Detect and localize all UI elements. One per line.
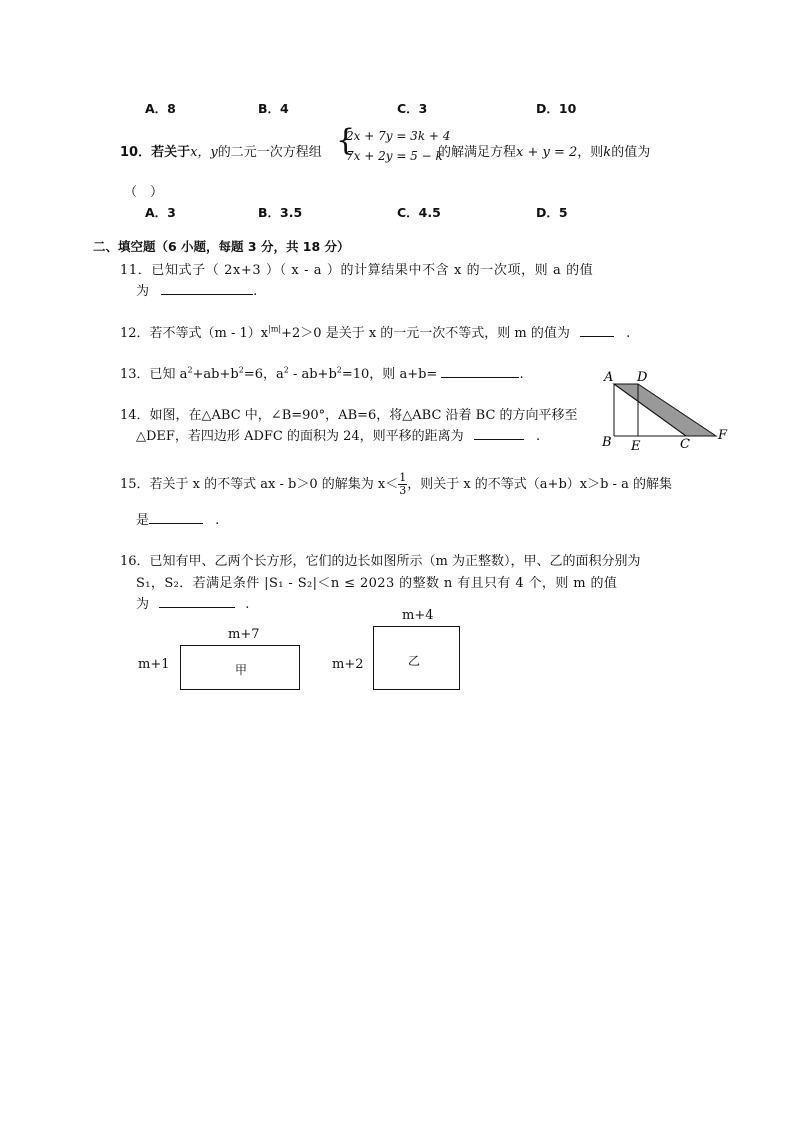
q14-shaded-parallelogram xyxy=(614,384,716,436)
q11-answer-blank[interactable] xyxy=(161,280,253,295)
yi-top-length: m+4 xyxy=(402,608,434,623)
question-14-line2: △DEF，若四边形 ADFC 的面积为 24，则平移的距离为 . xyxy=(136,425,540,444)
q15-fraction: $\frac{1}{3}$ xyxy=(399,471,407,497)
q10-equation-1: 2x + 7y = 3k + 4 xyxy=(346,129,451,143)
q10-continuation: 的解满足方程x + y = 2，则k的值为 xyxy=(438,145,651,160)
rectangle-yi-label: 乙 xyxy=(408,654,421,668)
q14-label-f: F xyxy=(718,428,728,443)
question-14-line1: 14．如图，在△ABC 中，∠B=90°，AB=6，将△ABC 沿着 BC 的方向平移至 xyxy=(120,408,578,423)
q14-answer-blank[interactable] xyxy=(474,425,524,440)
q10-option-d: D．5 xyxy=(536,205,568,220)
q10-answer-paren: （ ） xyxy=(124,185,164,200)
question-10: 10．若关于x，y的二元一次方程组 xyxy=(120,145,322,160)
q10-option-b: B．3.5 xyxy=(258,205,303,220)
q14-label-d: D xyxy=(637,370,648,385)
q9-option-d: D．10 xyxy=(536,101,577,116)
section-2-title: 二、填空题（6 小题，每题 3 分，共 18 分） xyxy=(93,239,350,254)
q13-answer-blank[interactable] xyxy=(441,363,519,378)
question-16-line2: S₁，S₂．若满足条件 |S₁ - S₂|＜n ≤ 2023 的整数 n 有且只有 4 个，则 m 的值 xyxy=(136,576,618,591)
q15-answer-blank[interactable] xyxy=(149,509,203,524)
question-16-line3: 为 . xyxy=(136,593,249,612)
question-13: 13．已知 $a^2+ab+b^2=6$，$a^2 - ab+b^2=10$，则 a+b= . xyxy=(120,363,524,382)
q16-answer-blank[interactable] xyxy=(159,593,235,608)
q14-label-e: E xyxy=(631,439,641,454)
question-15-line1: 15．若关于 x 的不等式 ax - b＞0 的解集为 x＜ $\frac{1}{3}$ ，则关于 x 的不等式（a+b）x＞b - a 的解集 xyxy=(120,471,672,497)
q10-equation-2: 7x + 2y = 5 − k xyxy=(346,149,443,163)
q14-label-c: C xyxy=(680,437,690,452)
question-15-line2: 是 . xyxy=(136,509,219,528)
question-12: 12．若不等式$(m - 1)x^{|m|}+2>0$ 是关于 x 的一元一次不等式，则 m 的值为 . xyxy=(120,322,630,341)
q12-answer-blank[interactable] xyxy=(580,322,614,337)
q10-option-c: C．4.5 xyxy=(397,205,441,220)
rectangle-jia-label: 甲 xyxy=(235,663,248,677)
q14-label-a: A xyxy=(604,370,614,385)
q9-option-b: B．4 xyxy=(258,101,289,116)
q14-label-b: B xyxy=(602,435,612,450)
q10-system-brace: { xyxy=(336,123,356,158)
yi-side-length: m+2 xyxy=(332,657,364,672)
jia-top-length: m+7 xyxy=(228,627,260,642)
q14-translation-figure xyxy=(598,366,732,454)
q9-option-c: C．3 xyxy=(397,101,428,116)
q9-option-a: A．8 xyxy=(145,101,176,116)
jia-side-length: m+1 xyxy=(138,657,170,672)
question-11-line1: 11．已知式子（ 2x+3 ）（ x - a ）的计算结果中不含 x 的一次项，则 a 的值 xyxy=(120,263,594,278)
question-16-line1: 16．已知有甲、乙两个长方形，它们的边长如图所示（m 为正整数），甲、乙的面积分别为 xyxy=(120,554,641,569)
question-11-line2: 为 . xyxy=(136,280,257,299)
q10-option-a: A．3 xyxy=(145,205,176,220)
